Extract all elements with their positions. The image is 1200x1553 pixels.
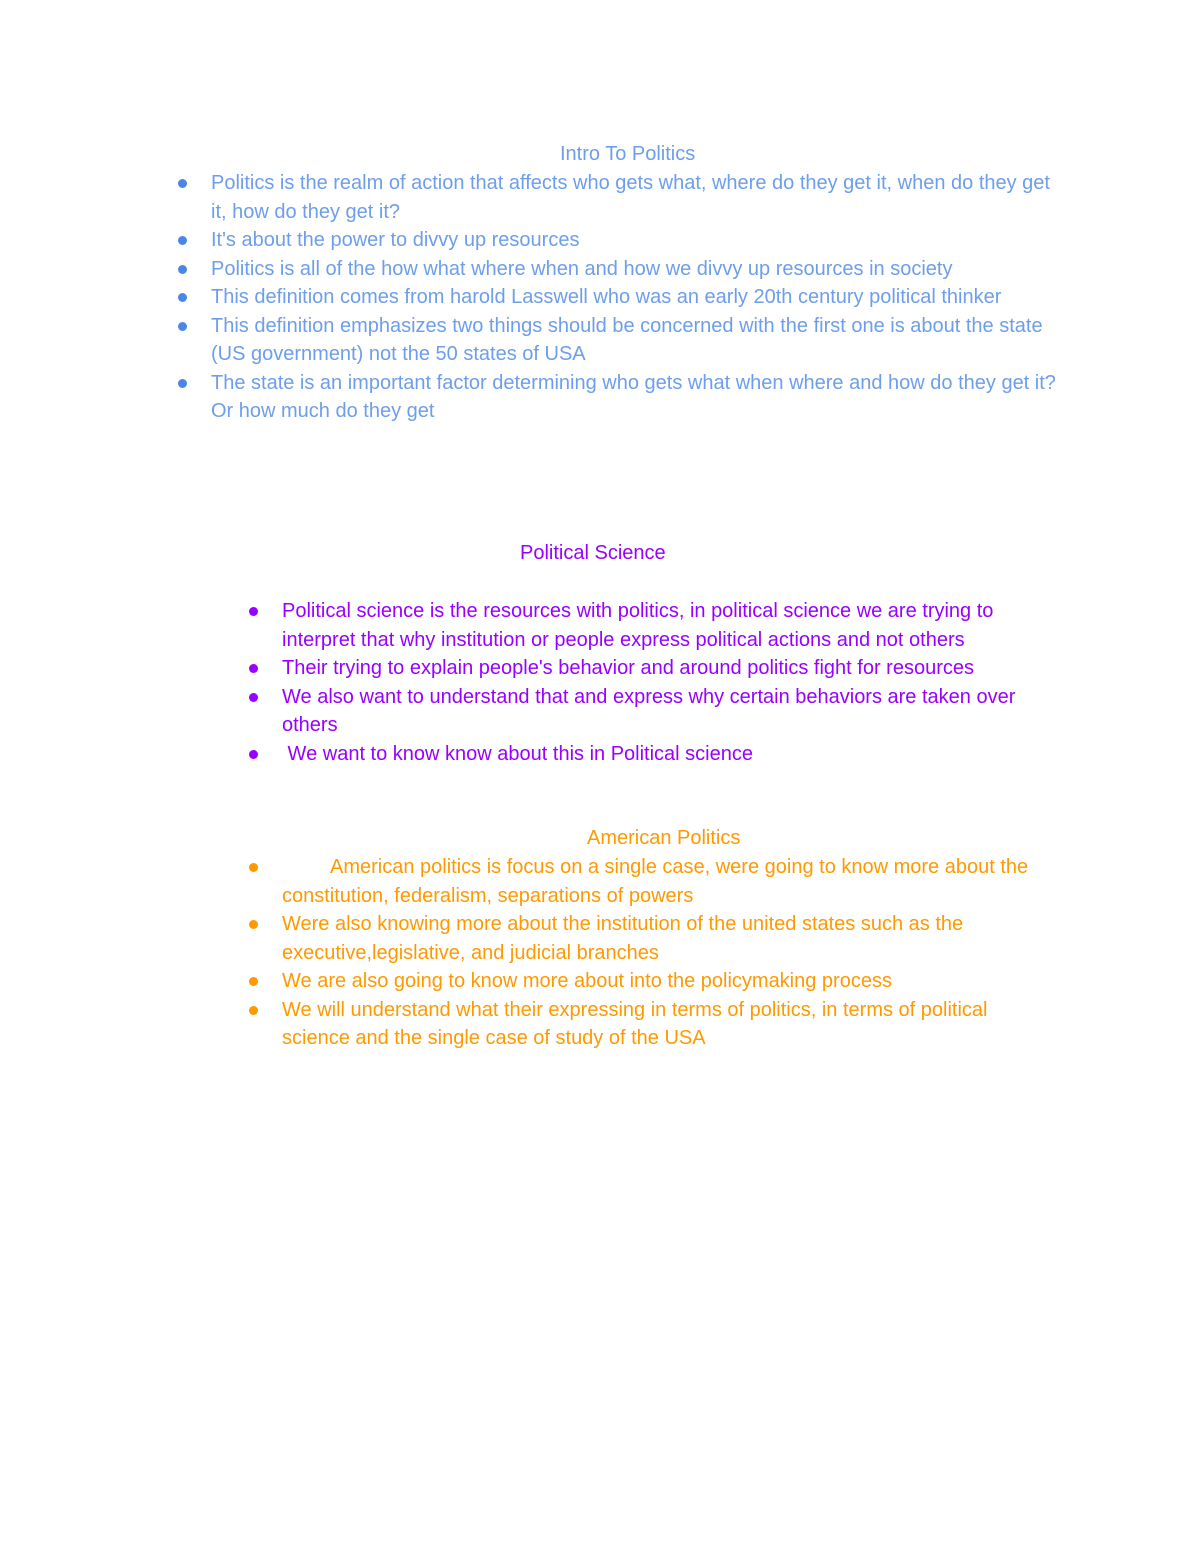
list-item-text: This definition emphasizes two things should be concerned with the first one is about the state (US government) not the 50 states of USA [211, 314, 1043, 365]
list-item-text: This definition comes from harold Lasswell who was an early 20th century political thinker [211, 286, 1002, 308]
list-item [248, 597, 1058, 654]
bullet-dot-icon [178, 179, 187, 188]
section-title-intro: Intro To Politics [560, 143, 696, 165]
list-item [177, 169, 1057, 226]
bullet-dot-icon [178, 293, 187, 302]
list-item [248, 853, 1058, 910]
bullet-dot-icon [249, 750, 258, 759]
list-item-text: We want to know know about this in Political science [282, 742, 753, 765]
list-item-text: We will understand what their expressing in terms of politics, in terms of political science and the single case of study of the USA [282, 998, 988, 1049]
list-item-text: We also want to understand that and express why certain behaviors are taken over others [282, 685, 1016, 736]
list-item [177, 255, 1057, 284]
list-item [248, 654, 1058, 683]
list-item-text: We are also going to know more about into the policymaking process [282, 970, 892, 992]
bullet-dot-icon [249, 664, 258, 673]
bullet-dot-icon [178, 379, 187, 388]
bullet-dot-icon [178, 322, 187, 331]
list-item-text: Were also knowing more about the institution of the united states such as the executive,legislative, and judicial branches [282, 913, 964, 964]
list-item [248, 910, 1058, 967]
list-item [177, 283, 1057, 312]
bullet-list-american-politics [248, 853, 1058, 1053]
list-item [248, 967, 1058, 996]
bullet-dot-icon [249, 1006, 258, 1015]
bullet-dot-icon [249, 977, 258, 986]
bullet-dot-icon [178, 265, 187, 274]
section-title-political-science: Political Science [520, 542, 666, 564]
bullet-dot-icon [249, 920, 258, 929]
bullet-dot-icon [249, 693, 258, 702]
list-item [177, 312, 1057, 369]
bullet-list-intro [177, 169, 1057, 426]
list-item-text: Their trying to explain people's behavior and around politics fight for resources [282, 657, 974, 679]
list-item [248, 683, 1058, 740]
bullet-dot-icon [249, 607, 258, 616]
list-item-text: Political science is the resources with politics, in political science we are trying to interpret that why institution or people express political actions and not others [282, 600, 994, 651]
bullet-dot-icon [178, 236, 187, 245]
list-item [177, 369, 1057, 426]
list-item-text: American politics is focus on a single case, were going to know more about the constitution, federalism, separations of powers [282, 856, 1029, 907]
bullet-dot-icon [249, 863, 258, 872]
list-item [248, 740, 1058, 769]
list-item-text: The state is an important factor determining who gets what when where and how do they get it? Or how much do they get [211, 371, 1056, 422]
list-item [248, 996, 1058, 1053]
list-item [177, 226, 1057, 255]
list-item-text: It's about the power to divvy up resources [211, 229, 580, 251]
bullet-list-political-science [248, 597, 1058, 768]
list-item-text: Politics is the realm of action that affects who gets what, where do they get it, when do they get it, how do they get it? [211, 172, 1050, 223]
section-title-american-politics: American Politics [587, 827, 741, 849]
list-item-text: Politics is all of the how what where when and how we divvy up resources in society [211, 257, 953, 280]
